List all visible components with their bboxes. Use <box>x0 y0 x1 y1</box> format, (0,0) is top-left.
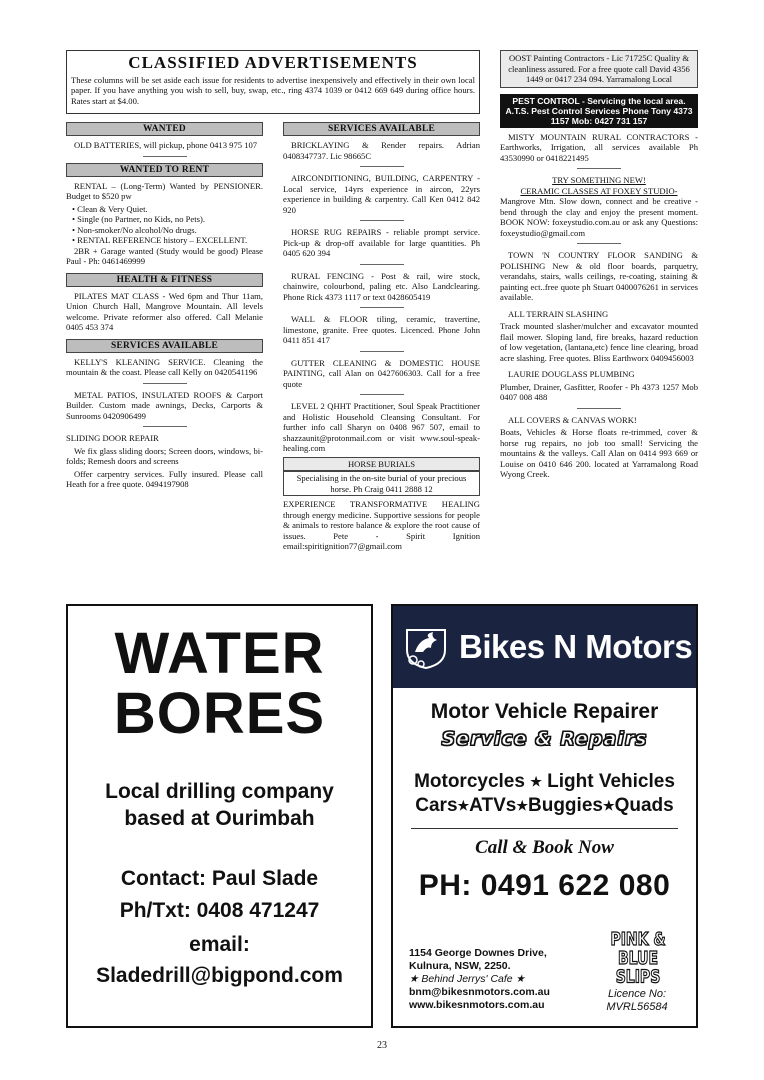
water-bores-line-1: Local drilling company <box>105 780 334 803</box>
divider <box>577 408 621 409</box>
section-header-wanted: WANTED <box>66 122 263 136</box>
ad-bricklaying: BRICKLAYING & Render repairs. Adrian 0408347737. Lic 98665C <box>283 140 480 161</box>
bikes-divider <box>411 828 678 829</box>
ad-pilates: PILATES MAT CLASS - Wed 6pm and Thur 11am, Union Church Hall, Mangrove Mountain. All levels welcome. Private reformer also offered. Call Melanie 0405 453 374 <box>66 290 263 332</box>
bikes-tagline: Motor Vehicle Repairer <box>430 700 659 723</box>
column-1 <box>66 122 263 492</box>
bikes-service: ATVs <box>469 795 517 817</box>
bikes-licence <box>592 988 682 1014</box>
water-bores-title-2: BORES <box>113 681 326 746</box>
ad-healing: EXPERIENCE TRANSFORMATIVE HEALING through energy medicine. Supportive sessions for people & animals to restore balance & explore the root cause of issues. Pete - Spirit Ignition email:spiritignition77@gmail.com <box>283 499 480 551</box>
water-bores-contact: Contact: Paul Slade <box>120 867 319 890</box>
bikes-banner <box>393 606 696 688</box>
bikes-service: Quads <box>614 795 674 817</box>
ad-pest-control: PEST CONTROL - Servicing the local area. A.T.S. Pest Control Services Phone Tony 4373 1157 Mob: 0427 731 157 <box>500 94 698 128</box>
ad-qhht: LEVEL 2 QHHT Practitioner, Soul Speak Practitioner and Holistic Household Cleansing Consultant. For further info call Sharyn on 0408 967 507, email to shazzaunit@protonmail.com or visit www.soul-speak-healing.com <box>283 401 480 453</box>
bikes-service: Motorcycles <box>414 771 525 793</box>
ad-horse-burials-text-box <box>283 471 480 496</box>
ad-plumbing-text: Plumber, Drainer, Gasfitter, Roofer - Ph 4373 1257 Mob 0407 008 488 <box>500 381 698 402</box>
pink-blue-slips-line-2: SLIPS <box>615 967 661 988</box>
divider <box>360 394 404 395</box>
star-icon: ★ <box>602 798 615 814</box>
ad-covers-title: ALL COVERS & CANVAS WORK! <box>508 414 637 425</box>
pegasus-gear-logo-icon <box>401 622 451 672</box>
section-header-services-available: SERVICES AVAILABLE <box>283 122 480 136</box>
ad-painting-box <box>500 50 698 88</box>
bikes-licence-label: Licence No: <box>607 988 667 1000</box>
star-icon: ★ <box>516 798 528 814</box>
ad-slashing-text: Track mounted slasher/mulcher and excavator mounted flail mower. Sloping land, fire breaks, hazard reduction of low vegetation, (lantana,etc) fence line clearing, broad acre slashing. Free quotes. Bliss Earthworx 0409456003 <box>500 321 698 363</box>
bikes-call-to-action: Call & Book Now <box>475 837 614 859</box>
rental-bullet: • RENTAL REFERENCE history – EXCELLENT. <box>72 235 248 245</box>
section-header-services-available: SERVICES AVAILABLE <box>66 339 263 353</box>
divider <box>143 156 187 157</box>
bikes-licence-number: MVRL56584 <box>606 1001 668 1013</box>
ad-garage-wanted: 2BR + Garage wanted (Study would be good) Please Paul - Ph: 0461469999 <box>66 245 263 266</box>
page-number: 23 <box>377 1040 387 1051</box>
bikes-website: www.bikesnmotors.com.au <box>409 999 545 1011</box>
section-header-health-fitness: HEALTH & FITNESS <box>66 273 263 287</box>
ad-floor-sanding: TOWN 'N COUNTRY FLOOR SANDING & POLISHING New & old floor boards, parquetry, verandahs, stairs, walls ceilings, re-coating, staining & painting ect..free quote ph Stuart 0400076261 in services available. <box>500 250 698 302</box>
ad-horse-burials-title: HORSE BURIALS <box>347 458 416 469</box>
ad-rental-intro: RENTAL – (Long-Term) Wanted by PENSIONER. Budget to $520 pw <box>66 180 263 201</box>
water-bores-line-2: based at Ourimbah <box>124 807 315 830</box>
divider <box>360 307 404 308</box>
column-3 <box>500 50 698 482</box>
divider <box>143 383 187 384</box>
ad-wall-floor-tiling: WALL & FLOOR tiling, ceramic, travertine, limestone, granite. Free quotes. Licenced. Phone John 0411 851 417 <box>283 314 480 345</box>
ad-covers-text: Boats, Vehicles & Horse floats re-trimmed, cover & horse rug repairs, no job too small! Servicing the mountains & the valleys. Call Alan on 0414 993 669 or Louise on 0410 646 200. located at Yarramalong Road Wyong Creek. <box>500 427 698 479</box>
ad-horse-burials-box <box>283 457 480 472</box>
bikes-service: Light Vehicles <box>547 771 675 793</box>
star-icon: ★ <box>530 774 542 789</box>
ad-airconditioning: AIRCONDITIONING, BUILDING, CARPENTRY - Local service, 14yrs experience in aircon, 22yrs experience in building & carpentry. Call Ken 0412 842 920 <box>283 173 480 215</box>
ad-misty-mountain: MISTY MOUNTAIN RURAL CONTRACTORS - Earthworks, Irrigation, all services available Ph 43530990 or 0418221495 <box>500 131 698 163</box>
bikes-services-line-2 <box>393 794 696 818</box>
star-icon: ★ <box>457 798 470 814</box>
bikes-services-line-1 <box>393 770 696 794</box>
bikes-address-1: 1154 George Downes Drive, <box>409 947 547 959</box>
ad-slashing-title: ALL TERRAIN SLASHING <box>508 308 609 319</box>
divider <box>360 264 404 265</box>
bikes-phone: PH: 0491 622 080 <box>418 869 671 903</box>
divider <box>577 168 621 169</box>
divider <box>360 166 404 167</box>
ad-kleaning: KELLY'S KLEANING SERVICE. Cleaning the mountain & the coast. Please call Kelly on 0420541196 <box>66 356 263 377</box>
rental-bullet: • Non-smoker/No alcohol/No drugs. <box>72 224 197 235</box>
ad-ceramic-title2: CERAMIC CLASSES AT FOXEY STUDIO- <box>520 185 678 196</box>
ad-painting: OOST Painting Contractors - Lic 71725C Quality & cleanliness assured. For a free quote call David 4356 1449 or 0417 234 094. Yarramalong Local <box>508 53 690 84</box>
ad-rural-fencing: RURAL FENCING - Post & rail, wire stock, chainwire, colourbond, paling etc. Also Landclearing. Phone Rick 4373 1117 or text 0428605419 <box>283 270 480 302</box>
water-bores-ad <box>66 604 373 1028</box>
bikes-address-3: ★ Behind Jerrys' Cafe ★ <box>409 973 525 985</box>
classified-intro: These columns will be set aside each issue for residents to advertise inexpensively and effectively in their own local paper. If you have anything you wish to sell, buy, swap, etc., ring 4374 1039 or 0412 669 649 during office hours. Rates start at $4.00. <box>71 75 475 106</box>
section-header-wanted-to-rent: WANTED TO RENT <box>66 163 263 177</box>
bikes-service: Cars <box>415 795 458 817</box>
classified-header-box <box>66 50 480 114</box>
pink-blue-slips-line-1: PINK & BLUE <box>610 930 666 969</box>
ad-plumbing-title: LAURIE DOUGLASS PLUMBING <box>508 369 635 379</box>
ad-ceramic-title1: TRY SOMETHING NEW! <box>552 175 646 185</box>
water-bores-email: Sladedrill@bigpond.com <box>96 964 343 987</box>
bikes-email: bnm@bikesnmotors.com.au <box>409 986 550 998</box>
divider <box>143 426 187 427</box>
column-2 <box>283 122 480 554</box>
bikes-n-motors-ad <box>391 604 698 1028</box>
pink-blue-slips <box>592 931 684 987</box>
rental-bullet: • Single (no Partner, no Kids, no Pets). <box>72 214 205 224</box>
divider <box>577 243 621 244</box>
ad-gutter-cleaning: GUTTER CLEANING & DOMESTIC HOUSE PAINTING, call Alan on 0427606303. Call for a free quote <box>283 357 480 389</box>
bikes-address-2: Kulnura, NSW, 2250. <box>409 960 511 972</box>
ad-metal-patios: METAL PATIOS, INSULATED ROOFS & Carport Builder. Custom made awnings, Decks, Carports & Sunrooms 0420906499 <box>66 389 263 421</box>
ad-ceramic-text: Mangrove Mtn. Slow down, connect and be creative - bend through the clay and enjoy the present moment. BOOK NOW: foxeystudio.com.au or ask any Questions: foxeystudio@gmail.com <box>500 196 698 238</box>
ad-horse-burials-text: Specialising in the on-site burial of your precious horse. Ph Craig 0411 2888 12 <box>296 473 467 494</box>
divider <box>360 220 404 221</box>
ad-old-batteries: OLD BATTERIES, will pickup, phone 0413 975 107 <box>74 140 258 150</box>
bikes-service: Buggies <box>528 795 603 817</box>
ad-sliding-door-text2: Offer carpentry services. Fully insured. Please call Heath for a free quote. 0494197908 <box>66 468 263 489</box>
ad-sliding-door-text: We fix glass sliding doors; Screen doors, windows, bi-folds; Remesh doors and screens <box>66 445 263 466</box>
ad-sliding-door-title: SLIDING DOOR REPAIR <box>66 433 159 443</box>
ad-horse-rug-repairs: HORSE RUG REPAIRS - reliable prompt service. Pick-up & drop-off available for large quantities. Ph 0405 620 394 <box>283 227 480 258</box>
water-bores-title-1: WATER <box>114 621 325 686</box>
bikes-brand: Bikes N Motors <box>459 628 693 665</box>
classified-title: CLASSIFIED ADVERTISEMENTS <box>128 53 418 72</box>
bikes-address-block <box>409 947 589 1012</box>
water-bores-email-label: email: <box>189 933 250 956</box>
water-bores-phone: Ph/Txt: 0408 471247 <box>119 899 320 922</box>
divider <box>360 351 404 352</box>
rental-bullet: • Clean & Very Quiet. <box>72 203 148 214</box>
bikes-script: Service & Repairs <box>441 728 648 750</box>
